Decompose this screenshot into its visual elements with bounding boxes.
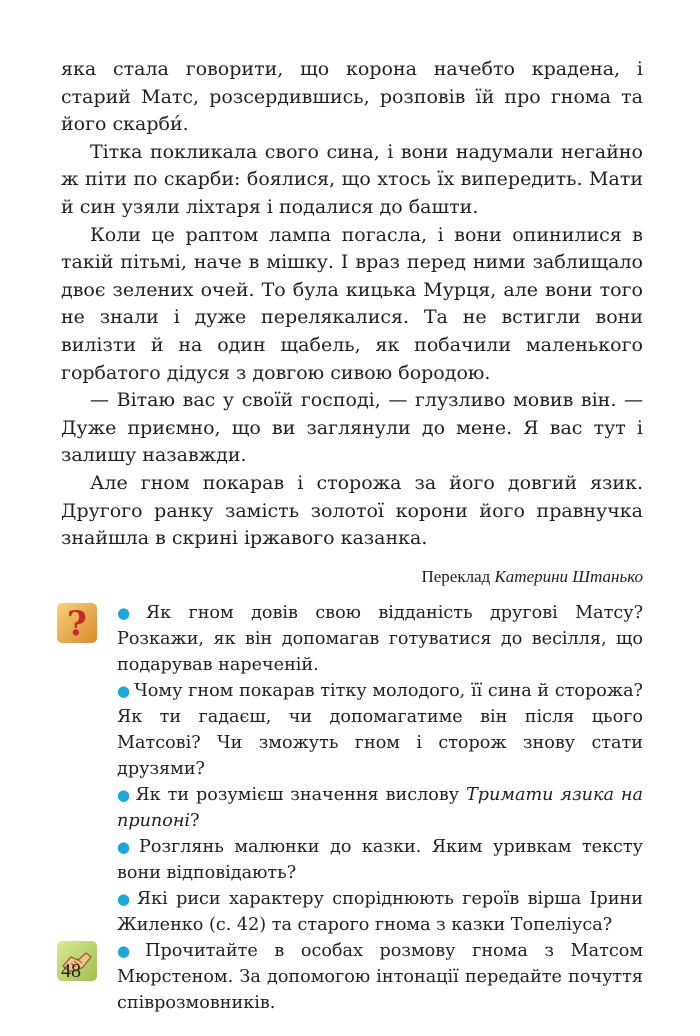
bullet-icon: ●: [117, 603, 142, 622]
story-paragraph-2: Тітка покликала свого сина, і вони надумали негайно ж піти по скарби: боялися, що хтось їх випередить. Мати й син узяли ліхтаря і подалися до башти.: [61, 140, 643, 218]
questions-block: [61, 600, 643, 1016]
bullet-icon: ●: [117, 837, 136, 856]
translator-credit: [61, 566, 643, 588]
bullet-icon: ●: [117, 941, 142, 960]
group-task: [117, 938, 643, 1016]
translator-prefix: Переклад: [421, 566, 491, 586]
story-paragraph-3: Коли це раптом лампа погасла, і вони опинилися в такій пітьмі, наче в мішку. І враз перед ними заблищало двоє зелених очей. То була кицька Мурця, але вони того не знали і дуже перелякалися. Та не встигли вони вилізти й на один щабель, як побачили маленького горбатого дідуся з довгою сивою бородою.: [61, 223, 643, 384]
group-task-text: ● Прочитайте в особах розмову гнома з Матсом Мюрстеном. За допомогою інтонації передайте почуття співрозмовників.: [117, 940, 644, 1013]
story-paragraph-4: — Вітаю вас у своїй господі, — глузливо мовив він. — Дуже приємно, що ви заглянули до мене. Я вас тут і залишу назавжди.: [61, 389, 643, 467]
bullet-icon: ●: [117, 681, 131, 700]
story-paragraph-5: Але гном покарав і сторожа за його довгий язик. Другого ранку замість золотої корони його правнучка знайшла в скрині іржавого казанка.: [61, 471, 643, 550]
question-1: ● Як гном довів свою відданість другові Матсу? Розкажи, як він допомагав готуватися до весілля, що подарував нареченій.: [117, 602, 644, 675]
question-2: ● Чому гном покарав тітку молодого, її сина й сторожа? Як ти гадаєш, чи допомагатиме він після цього Матсові? Чи зможуть гном і сторож знову стати друзями?: [117, 680, 643, 779]
question-3: ● Як ти розумієш значення вислову Тримати язика на припоні?: [117, 784, 644, 831]
question-5: ● Які риси характеру споріднюють героїв вірша Ірини Жиленко (с. 42) та старого гнома з казки Топеліуса?: [117, 888, 643, 935]
bullet-icon: ●: [117, 889, 133, 908]
page-content: [61, 56, 643, 1016]
bullet-icon: ●: [117, 785, 132, 804]
page-number: 48: [61, 960, 81, 982]
story-text: [61, 56, 643, 553]
question-mark-icon: [56, 602, 98, 644]
story-paragraph-1: яка стала говорити, що корона начебто крадена, і старий Матс, розсердившись, розповів їй про гнома та його скарби́.: [61, 58, 643, 136]
question-4: ● Розглянь малюнки до казки. Яким уривкам тексту вони відповідають?: [117, 836, 643, 883]
translator-name: Катерини Штанько: [494, 566, 643, 586]
svg-text:?: ?: [67, 603, 87, 644]
